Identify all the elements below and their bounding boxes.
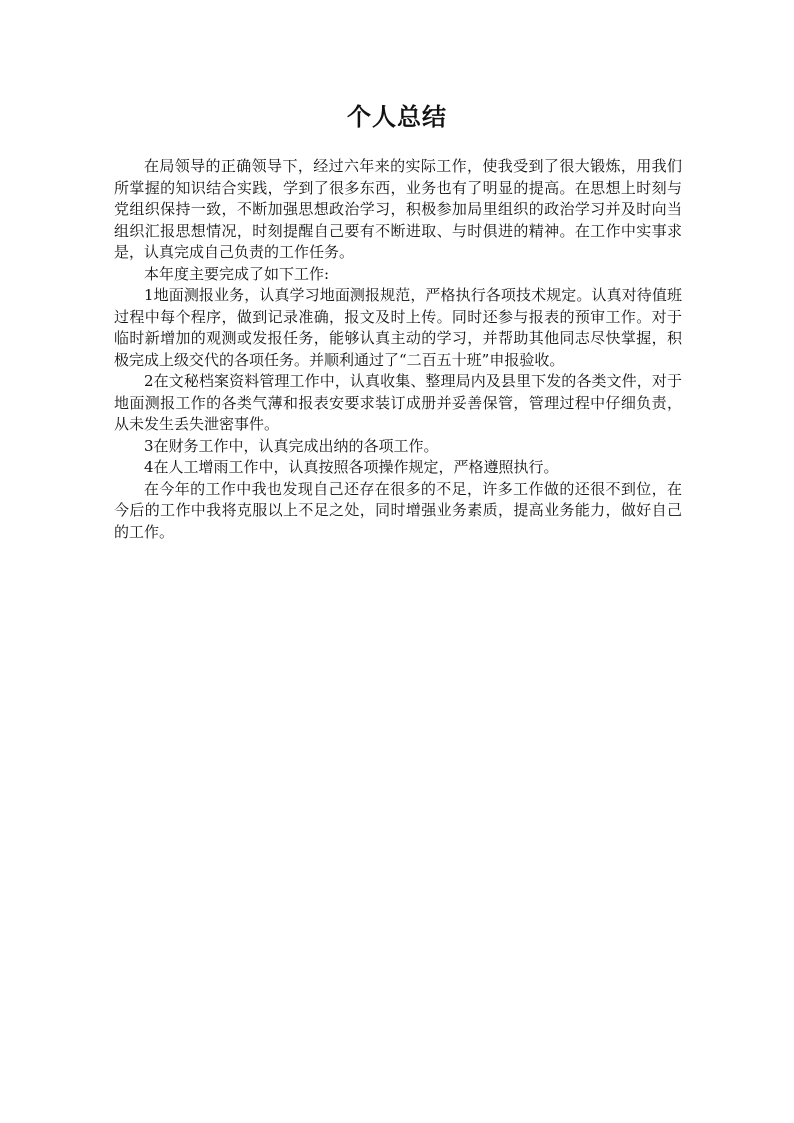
paragraph-item-1: 1地面测报业务，认真学习地面测报规范，严格执行各项技术规定。认真对待值班过程中每个程序，做到记录准确，报文及时上传。同时还参与报表的预审工作。对于临时新增加的观测或发报任务，能够认真主动的学习，并帮助其他同志尽快掌握，积极完成上级交代的各项任务。并顺利通过了“二百五十班”申报验收。 [114,286,682,369]
paragraph-item-4: 4在人工增雨工作中，认真按照各项操作规定，严格遵照执行。 [144,458,559,476]
document-title: 个人总结 [347,102,447,131]
paragraph-item-2: 2在文秘档案资料管理工作中，认真收集、整理局内及县里下发的各类文件，对于地面测报工作的各类气薄和报表安要求装订成册并妥善保管，管理过程中仔细负责，从未发生丢失泄密事件。 [114,372,682,433]
paragraph-item-3: 3在财务工作中，认真完成出纳的各项工作。 [144,436,439,455]
paragraph-work-heading: 本年度主要完成了如下工作: [144,264,330,283]
paragraph-intro: 在局领导的正确领导下，经过六年来的实际工作，使我受到了很大锻炼，用我们所掌握的知识结合实践，学到了很多东西，业务也有了明显的提高。在思想上时刻与党组织保持一致，不断加强思想政治学习，积极参加局里组织的政治学习并及时向当组织汇报思想情况，时刻提醒自己要有不断进取、与时俱进的精神。在工作中实事求是，认真完成自己负责的工作任务。 [114,157,682,261]
paragraph-conclusion: 在今年的工作中我也发现自己还存在很多的不足，许多工作做的还很不到位，在今后的工作中我将克服以上不足之处，同时增强业务素质，提高业务能力，做好自己的工作。 [114,479,682,541]
document-body [114,156,682,543]
